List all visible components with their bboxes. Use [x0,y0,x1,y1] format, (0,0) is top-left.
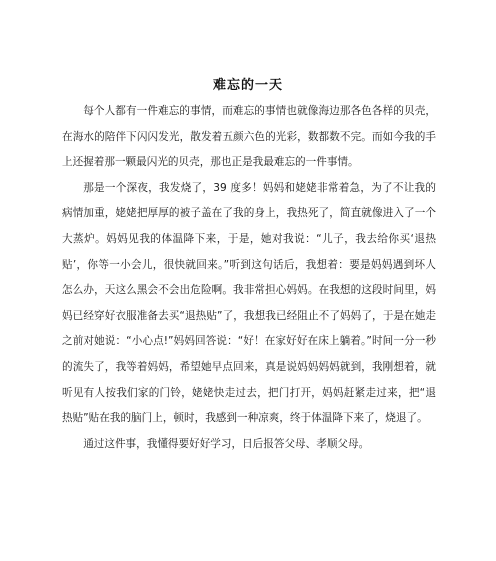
paragraph-3: 通过这件事，我懂得要好好学习，日后报答父母、孝顺父母。 [83,437,370,450]
document-title: 难忘的一天 [212,78,283,93]
paragraph-2: 那是一个深夜，我发烧了，39 度多！妈妈和姥姥非常着急，为了不让我的病情加重，姥姥把厚厚的被子盖在了我的身上，我热死了，简直就像进入了一个大蒸炉。妈妈见我的体温降下来，于是，她对我说：“儿子，我去给你买‘退热贴’，你等一小会儿，很快就回来。”听到这句话后，我想着：要是妈妈遇到坏人怎么办，天这么黑会不会出危险啊。我非常担心妈妈。在我想的这段时间里，妈妈已经穿好衣服准备去买“退热贴”了，我想我已经阻止不了妈妈了，于是在她走之前对她说：“小心点!”妈妈回答说：“好！在家好好在床上躺着。”时间一分一秒的流失了，我等着妈妈，希望她早点回来，真是说妈妈妈妈就到，我刚想着，就听见有人按我们家的门铃，姥姥快走过去，把门打开，妈妈赶紧走过来，把“退热贴”贴在我的脑门上，顿时，我感到一种凉爽，终于体温降下来了，烧退了。 [62,181,436,425]
paragraph-1: 每个人都有一件难忘的事情，而难忘的事情也就像海边那各色各样的贝壳，在海水的陪伴下闪闪发光，散发着五颜六色的光彩，数都数不完。而如今我的手上还握着那一颗最闪光的贝壳，那也正是我最难忘的一件事情。 [62,105,436,169]
document-body [62,99,436,457]
